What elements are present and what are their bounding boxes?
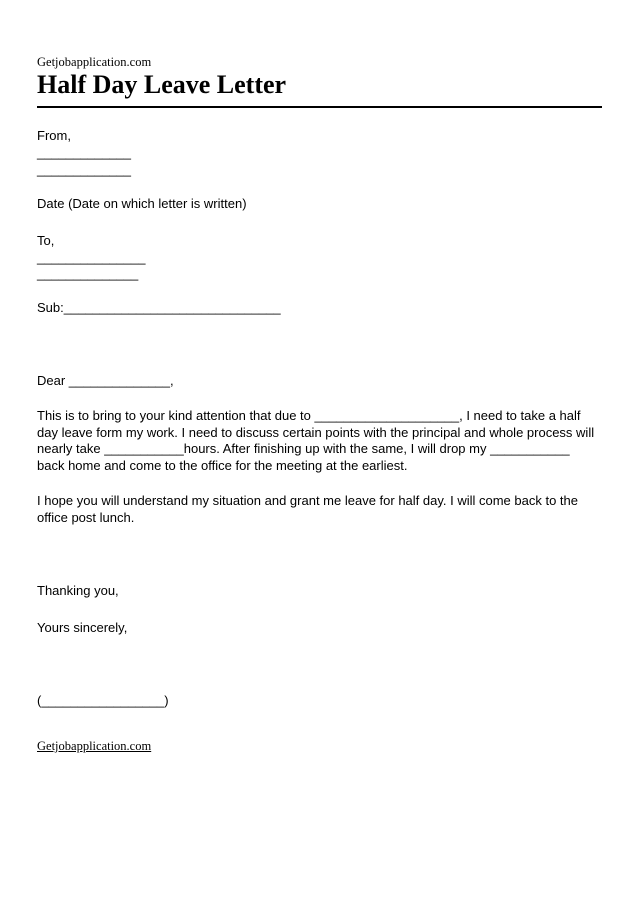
from-blank-line-2: _____________ (37, 162, 131, 177)
to-blank-line-2: ______________ (37, 266, 139, 281)
salutation: Dear ______________, (37, 373, 174, 388)
date-line: Date (Date on which letter is written) (37, 196, 247, 211)
site-name: Getjobapplication.com (37, 55, 152, 69)
title-divider (37, 106, 602, 108)
from-blank-line-1: _____________ (37, 145, 131, 160)
letter-page (37, 0, 602, 902)
signature-line: (_________________) (37, 693, 169, 708)
body-paragraph-2: I hope you will understand my situation and grant me leave for half day. I will come back to the office post lunch. (37, 493, 578, 525)
footer-site-link[interactable]: Getjobapplication.com (37, 739, 152, 753)
thanking-line: Thanking you, (37, 583, 119, 598)
from-label: From, (37, 128, 71, 143)
subject-line: Sub:______________________________ (37, 300, 281, 315)
to-blank-line-1: _______________ (37, 250, 146, 265)
page-title: Half Day Leave Letter (37, 70, 287, 99)
to-label: To, (37, 233, 55, 248)
closing-line: Yours sincerely, (37, 620, 128, 635)
body-paragraph-1: This is to bring to your kind attention that due to ____________________, I need to take a half day leave form my work. I need to discuss certain points with the principal and whole process will nearly take ___________hours. After finishing up with the same, I will drop my ___________ back home and come to the office for the meeting at the earliest. (37, 408, 595, 473)
